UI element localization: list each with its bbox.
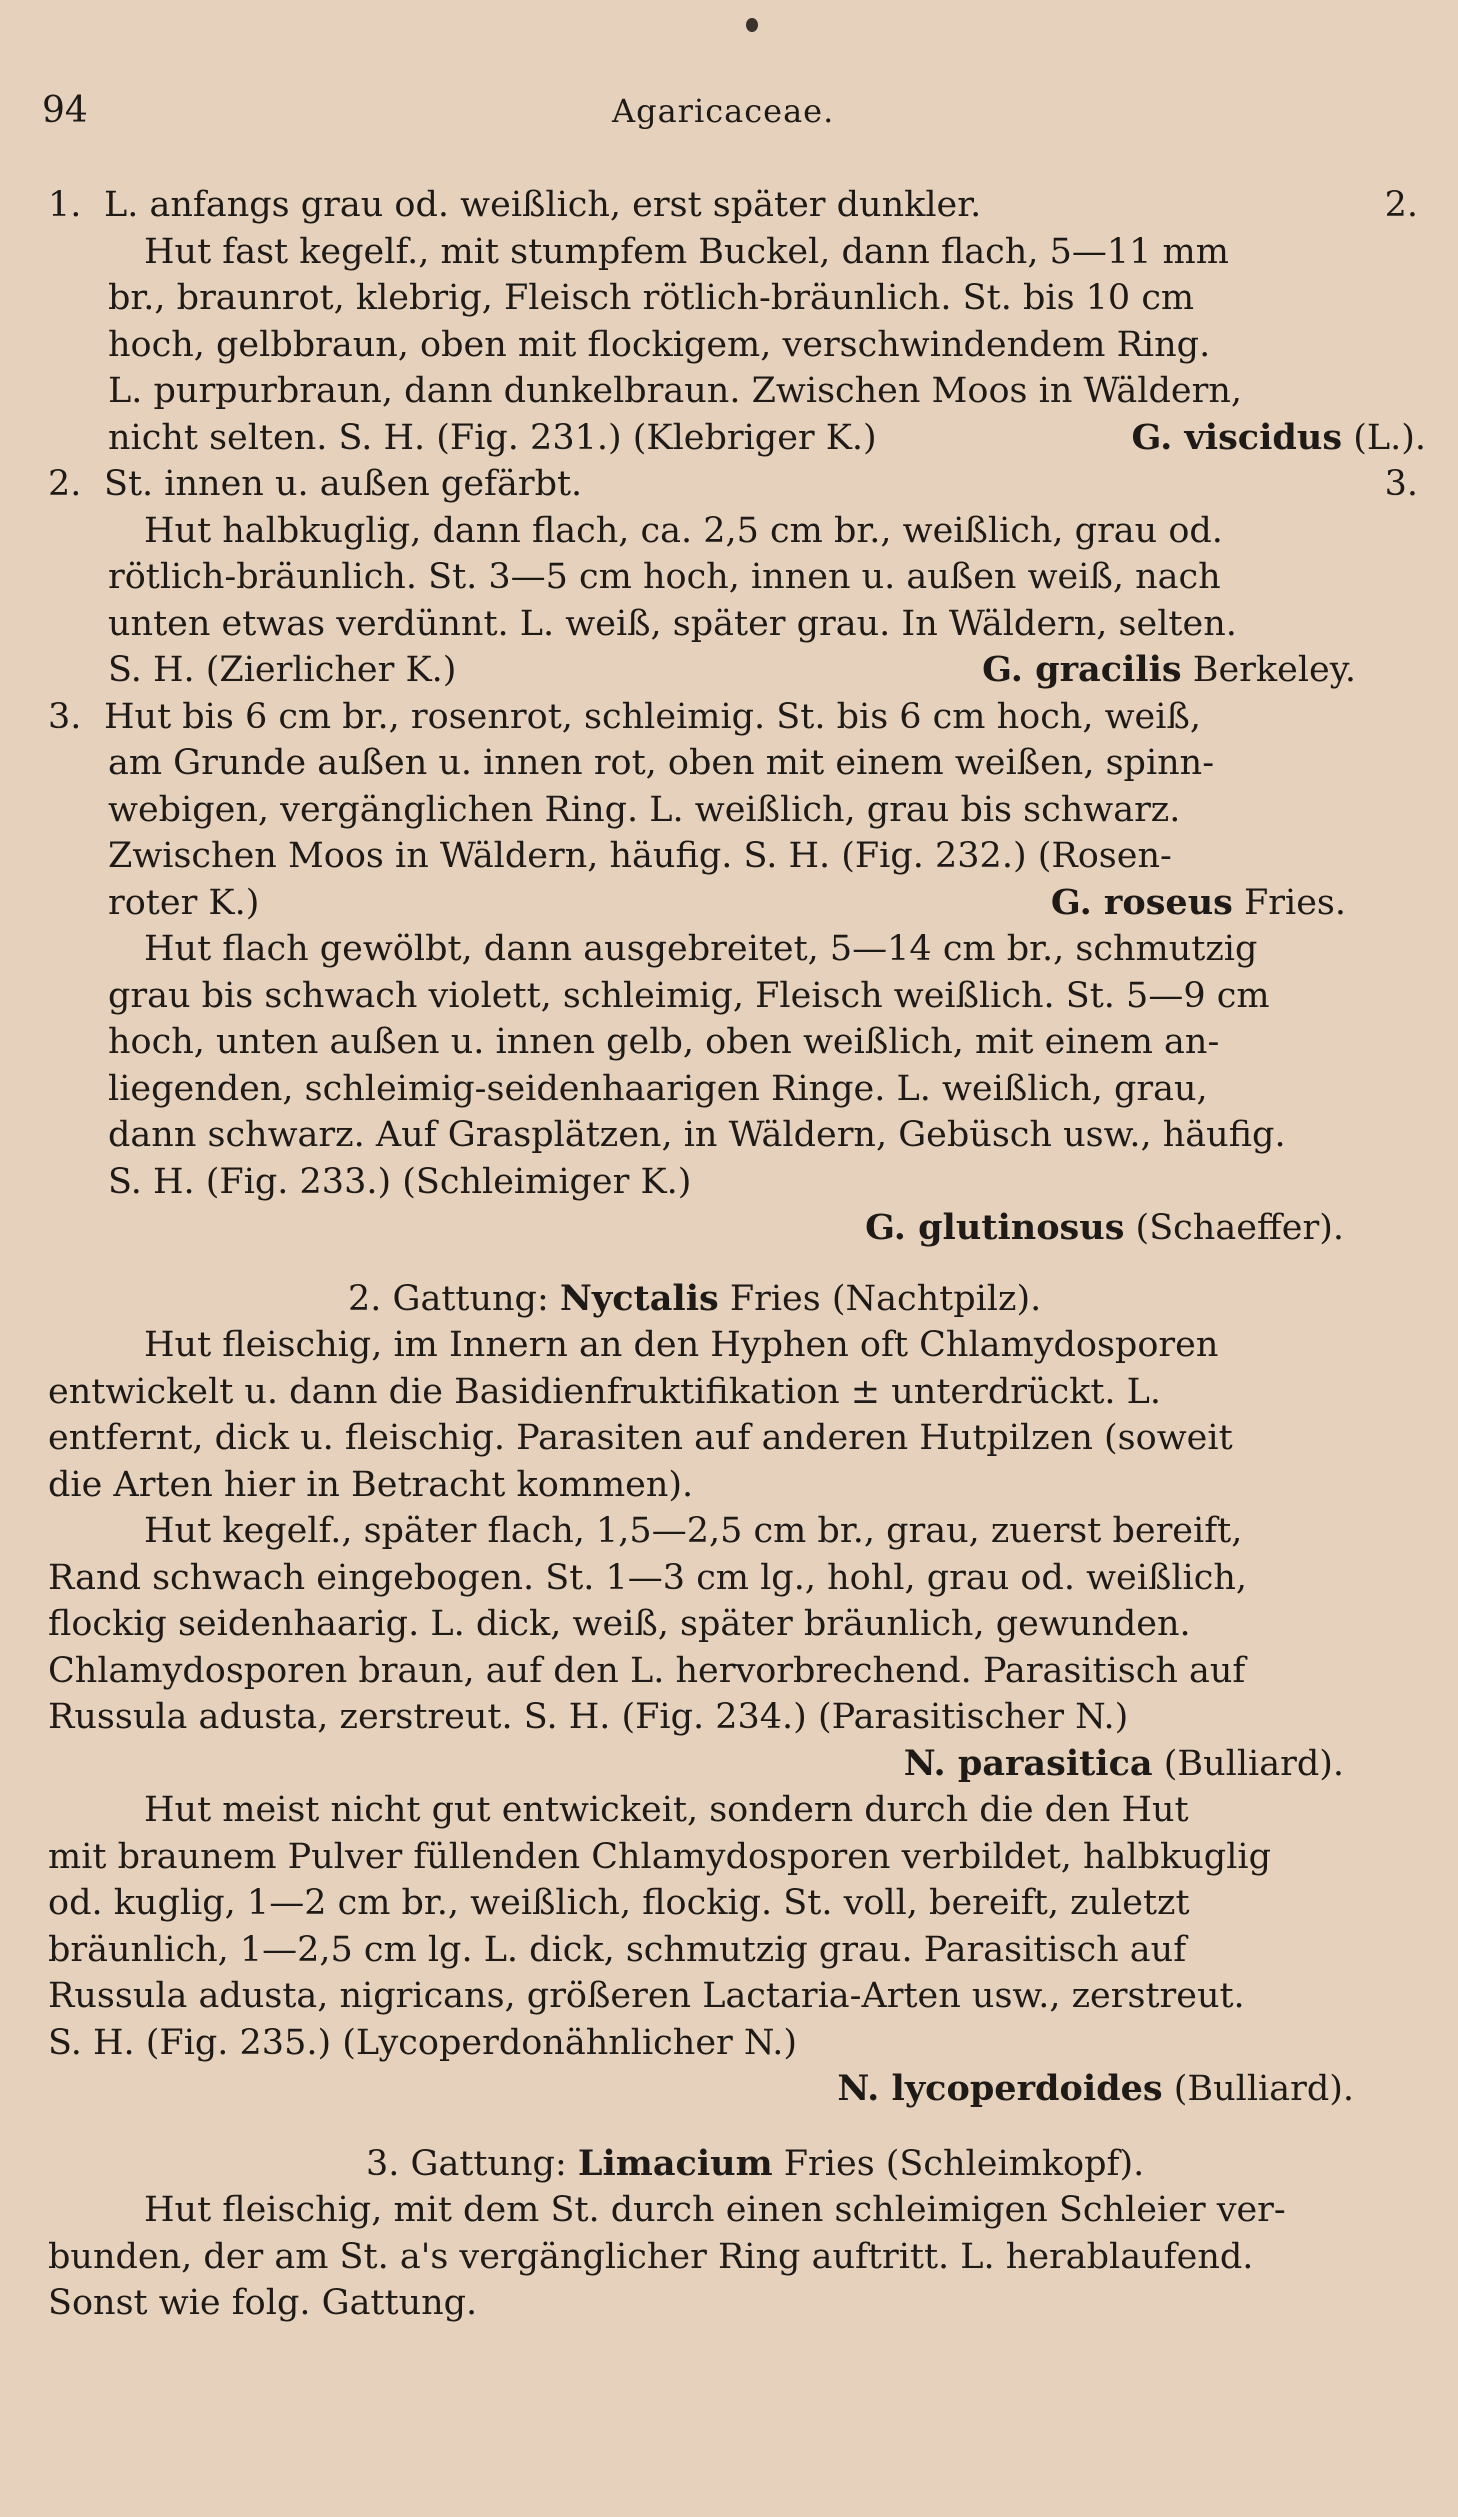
genus-heading: [48, 2141, 1426, 2188]
species-name: G. roseus: [1050, 881, 1233, 923]
page-body: [48, 182, 1426, 2327]
text-line: entwickelt u. dann die Basidienfruktifikation ± unterdrückt. L.: [48, 1371, 1162, 1412]
text-line: Chlamydosporen braun, auf den L. hervorbrechend. Parasitisch auf: [48, 1650, 1246, 1691]
text-line: unten etwas verdünnt. L. weiß, später grau. In Wäldern, selten.: [108, 603, 1237, 644]
text-line: dann schwarz. Auf Grasplätzen, in Wäldern, Gebüsch usw., häufig.: [108, 1115, 1286, 1155]
text-line: [48, 2066, 1426, 2113]
text-line: entfernt, dick u. fleischig. Parasiten auf anderen Hutpilzen (soweit: [48, 1418, 1233, 1458]
text-line: mit braunem Pulver füllenden Chlamydosporen verbildet, halbkuglig: [48, 1836, 1272, 1877]
key-number: 2.: [48, 464, 82, 504]
text-fragment: S. H. (Zierlicher K.): [108, 650, 457, 690]
species-name: G. viscidus: [1131, 416, 1343, 458]
species-author: (Bulliard).: [1173, 2069, 1354, 2109]
text-line: bunden, der am St. a's vergänglicher Ring auftritt. L. herablaufend.: [48, 2236, 1254, 2277]
text-line: flockig seidenhaarig. L. dick, weiß, später bräunlich, gewunden.: [48, 1604, 1191, 1644]
text-line: webigen, vergänglichen Ring. L. weißlich, grau bis schwarz.: [108, 789, 1181, 830]
key-text: L. anfangs grau od. weißlich, erst später dunkler.: [104, 185, 982, 225]
text-line: Sonst wie folg. Gattung.: [48, 2283, 478, 2323]
text-line: br., braunrot, klebrig, Fleisch rötlich-bräunlich. St. bis 10 cm: [108, 278, 1195, 318]
genus-author: Fries (Nachtpilz).: [729, 1278, 1042, 1319]
key-ref: 3.: [1384, 464, 1418, 504]
text-line: [48, 880, 1426, 927]
page-number: 94: [42, 90, 88, 131]
genus-name: Nyctalis: [559, 1277, 719, 1319]
text-line: Hut flach gewölbt, dann ausgebreitet, 5—14 cm br., schmutzig: [144, 929, 1258, 969]
text-fragment: roter K.): [108, 882, 260, 923]
text-line: die Arten hier in Betracht kommen).: [48, 1464, 694, 1505]
text-line: Hut halbkuglig, dann flach, ca. 2,5 cm br., weißlich, grau od.: [144, 510, 1223, 551]
genus-heading: [48, 1276, 1426, 1323]
text-line: Rand schwach eingebogen. St. 1—3 cm lg., hohl, grau od. weißlich,: [48, 1557, 1247, 1598]
text-line: hoch, unten außen u. innen gelb, oben weißlich, mit einem an-: [108, 1022, 1220, 1062]
key-line: [48, 182, 1426, 229]
genus-label: 2. Gattung:: [348, 1278, 549, 1319]
text-line: [48, 1205, 1426, 1252]
text-line: Hut fleischig, mit dem St. durch einen schleimigen Schleier ver-: [144, 2190, 1286, 2230]
text-line: Hut fleischig, im Innern an den Hyphen oft Chlamydosporen: [144, 1325, 1219, 1365]
species-name: N. parasitica: [903, 1742, 1153, 1784]
key-number: 3.: [48, 696, 82, 737]
text-line: hoch, gelbbraun, oben mit flockigem, verschwindendem Ring.: [108, 324, 1211, 365]
species-author: (Schaeffer).: [1135, 1208, 1344, 1248]
ink-spot: [746, 18, 758, 32]
text-line: Russula adusta, zerstreut. S. H. (Fig. 234.) (Parasitischer N.): [48, 1697, 1129, 1737]
genus-author: Fries (Schleimkopf).: [783, 2143, 1145, 2184]
species-name: G. gracilis: [982, 649, 1182, 690]
text-line: [48, 647, 1426, 694]
text-line: bräunlich, 1—2,5 cm lg. L. dick, schmutzig grau. Parasitisch auf: [48, 1929, 1187, 1970]
species-author: (Bulliard).: [1163, 1743, 1344, 1784]
key-ref: 2.: [1384, 185, 1418, 225]
key-number: 1.: [48, 185, 82, 225]
key-line: [48, 694, 1426, 741]
key-text: St. innen u. außen gefärbt.: [104, 464, 583, 504]
text-line: Hut fast kegelf., mit stumpfem Buckel, dann flach, 5—11 mm: [144, 231, 1229, 272]
text-line: [48, 415, 1426, 462]
text-line: Hut meist nicht gut entwickeit, sondern durch die den Hut: [144, 1790, 1189, 1830]
text-line: S. H. (Fig. 235.) (Lycoperdonähnlicher N.): [48, 2022, 798, 2063]
text-fragment: nicht selten. S. H. (Fig. 231.) (Klebriger K.): [108, 417, 877, 458]
key-line: [48, 461, 1426, 508]
text-line: liegenden, schleimig-seidenhaarigen Ringe. L. weißlich, grau,: [108, 1068, 1208, 1109]
key-text: Hut bis 6 cm br., rosenrot, schleimig. St. bis 6 cm hoch, weiß,: [104, 696, 1201, 737]
running-head: Agaricaceae.: [612, 92, 835, 130]
species-author: Berkeley.: [1192, 650, 1356, 690]
text-line: L. purpurbraun, dann dunkelbraun. Zwischen Moos in Wäldern,: [108, 371, 1242, 411]
text-line: am Grunde außen u. innen rot, oben mit einem weißen, spinn-: [108, 743, 1215, 783]
text-line: Hut kegelf., später flach, 1,5—2,5 cm br., grau, zuerst bereift,: [144, 1511, 1243, 1551]
text-line: od. kuglig, 1—2 cm br., weißlich, flockig. St. voll, bereift, zuletzt: [48, 1883, 1190, 1923]
species-name: G. glutinosus: [865, 1207, 1125, 1248]
genus-label: 3. Gattung:: [366, 2143, 567, 2184]
text-line: S. H. (Fig. 233.) (Schleimiger K.): [108, 1161, 692, 1202]
species-author: Fries.: [1243, 882, 1346, 923]
text-line: Zwischen Moos in Wäldern, häufig. S. H. (Fig. 232.) (Rosen-: [108, 836, 1172, 876]
genus-name: Limacium: [577, 2142, 773, 2184]
text-line: Russula adusta, nigricans, größeren Lactaria-Arten usw., zerstreut.: [48, 1976, 1245, 2016]
text-line: rötlich-bräunlich. St. 3—5 cm hoch, innen u. außen weiß, nach: [108, 557, 1221, 597]
species-author: (L.).: [1353, 417, 1426, 458]
text-line: [48, 1741, 1426, 1788]
species-name: N. lycoperdoides: [837, 2068, 1163, 2109]
text-line: grau bis schwach violett, schleimig, Fleisch weißlich. St. 5—9 cm: [108, 975, 1270, 1016]
